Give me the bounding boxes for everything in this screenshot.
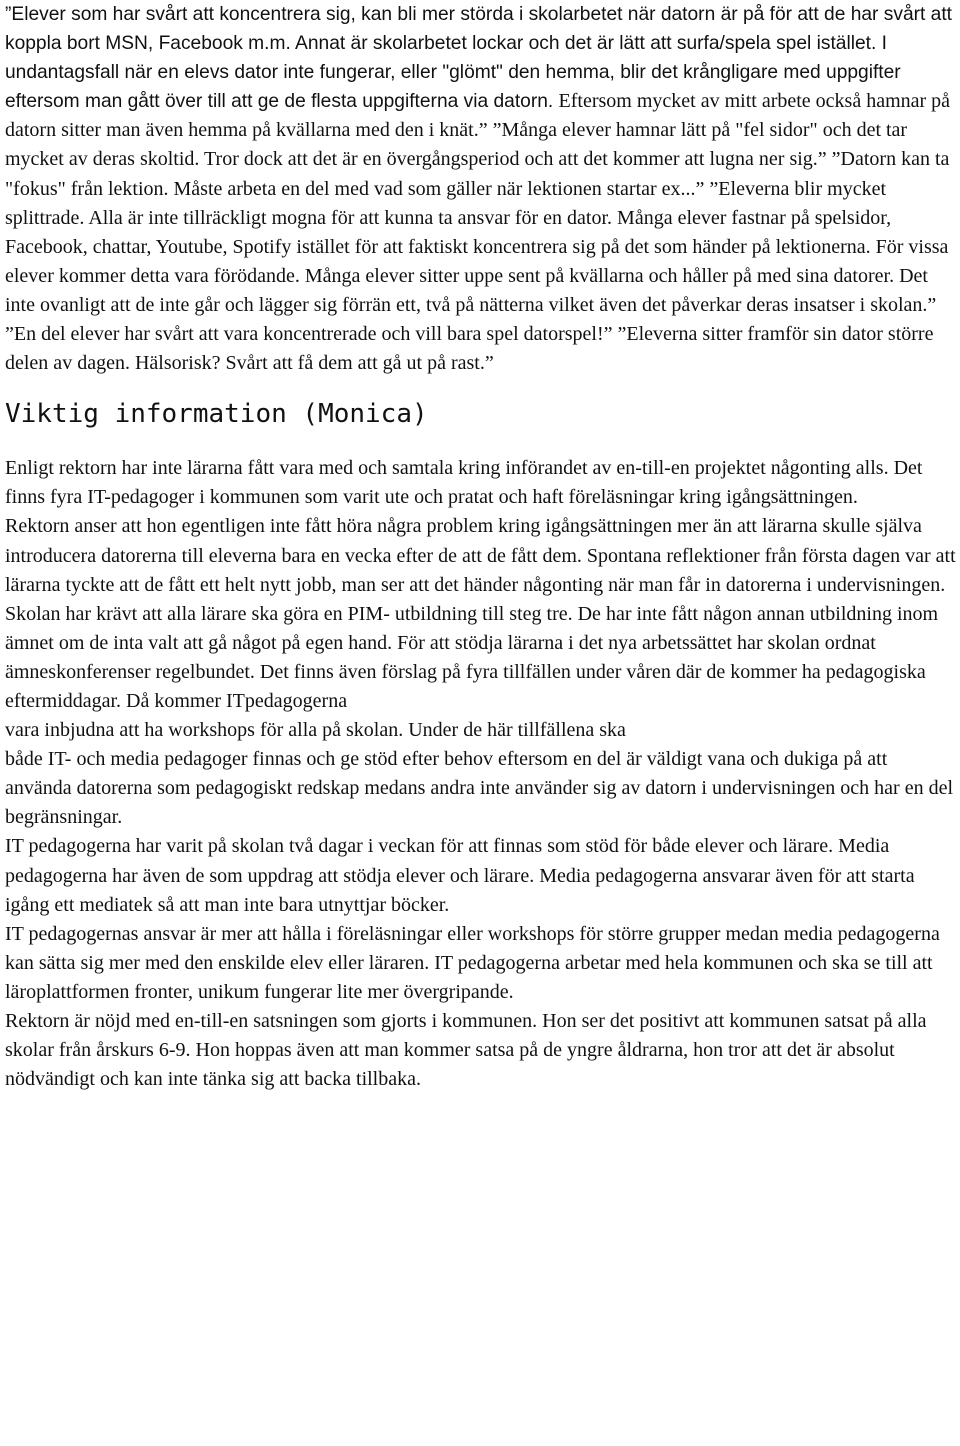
paragraph: Rektorn anser att hon egentligen inte fått höra några problem kring igångsättningen mer än att lärarna skulle själva introducera datorerna till eleverna bara en vecka efter de att de fått dem. Spontana reflektioner från första dagen var att lärarna tyckte att de fått ett helt nytt jobb, man ser att det händer någonting när man får in datorerna i undervisningen. bbox=[5, 515, 956, 596]
quote-text-5: Tror dock att det är en övergångsperiod och att det kommer att lugna ner sig.” bbox=[204, 148, 832, 171]
quote-text-10: ”En del elever har svårt att vara koncentrerade och vill bara spel datorspel!” bbox=[5, 323, 618, 346]
paragraph: IT pedagogernas ansvar är mer att hålla i föreläsningar eller workshops för större grupper medan media pedagogerna kan sätta sig mer med den enskilde elev eller läraren. IT pedagogerna arbetar med hela kommunen och ska se till att läroplattformen fronter, unikum fungerar lite mer övergripande. bbox=[5, 922, 940, 1003]
paragraph: IT pedagogerna har varit på skolan två dagar i veckan för att finnas som stöd för både elever och lärare. Media pedagogerna har även de som uppdrag att stödja elever och lärare. Media pedagogerna ansvarar även för att starta igång ett mediatek så att man inte bara utnyttjar böcker. bbox=[5, 835, 915, 916]
section-heading: Viktig information (Monica) bbox=[5, 399, 428, 430]
quote-text-11: ”Eleverna sitter framför sin dator större delen av dagen. Hälsorisk? Svårt att få dem att gå ut på rast.” bbox=[5, 323, 934, 375]
paragraph: Enligt rektorn har inte lärarna fått vara med och samtala kring införandet av en-till-en projektet någonting alls. Det finns fyra IT-pedagoger i kommunen som varit ute och pratat och haft föreläsningar kring igångsättningen. bbox=[5, 457, 923, 509]
quote-text-6: ”Datorn kan ta "fokus" från lektion. bbox=[5, 148, 950, 200]
quote-text-1: ”Elever som har svårt att koncentrera sig, kan bli mer störda i skolarbetet när datorn är på för att de har svårt att koppla bort MSN, Facebook m.m. Annat är skolarbetet lockar och det är lätt att surfa/spela spel istället. bbox=[5, 4, 953, 55]
quote-section bbox=[5, 0, 957, 378]
quote-text-9: Alla är inte tillräckligt mogna för att kunna ta ansvar för en dator. Många elever fastnar på spelsidor, Facebook, chattar, Youtube, Spotify istället för att faktiskt koncentrera sig på det som händer på lektionerna. För vissa elever kommer detta vara förödande. Många elever sitter uppe sent på kvällarna och håller på med sina datorer. Det inte ovanligt att de inte går och lägger sig förrän ett, två på nätterna vilket även det påverkar deras insatser i skolan.” bbox=[5, 206, 949, 316]
quote-text-3: Eftersom mycket av mitt arbete också hamnar på datorn sitter man även hemma på kvällarna med den i knät.” bbox=[5, 90, 951, 142]
quote-text-8: ”Eleverna blir mycket splittrade. bbox=[5, 177, 887, 229]
quote-text-2: I undantagsfall när en elevs dator inte fungerar, eller "glömt" den hemma, blir det krångligare med uppgifter eftersom man gått över till att ge de flesta uppgifterna via datorn. bbox=[5, 33, 901, 113]
quote-text-4: ”Många elever hamnar lätt på "fel sidor" och det tar mycket av deras skoltid. bbox=[5, 119, 908, 171]
paragraph: både IT- och media pedagoger finnas och ge stöd efter behov eftersom en del är väldigt vana och dukiga på att använda datorerna som pedagogiskt redskap medans andra inte använder sig av datorn i undervisningen och har en del begränsningar. bbox=[5, 748, 954, 829]
quote-text-7: Måste arbeta en del med vad som gäller när lektionen startar ex...” bbox=[173, 177, 710, 200]
paragraph: Skolan har krävt att alla lärare ska göra en PIM- utbildning till steg tre. De har inte fått någon annan utbildning inom ämnet om de inta valt att gå något på egen hand. För att stödja lärarna i det nya arbetssättet har skolan ordnat ämneskonferenser regelbundet. Det finns även förslag på fyra tillfällen under våren där de kommer ha pedagogiska eftermiddagar. Då kommer ITpedagogerna bbox=[5, 602, 939, 712]
paragraph: Rektorn är nöjd med en-till-en satsningen som gjorts i kommunen. Hon ser det positivt att kommunen satsat på alla skolar från årskurs 6-9. Hon hoppas även att man kommer satsa på de yngre åldrarna, hon tror att det är absolut nödvändigt och kan inte tänka sig att backa tillbaka. bbox=[5, 1010, 927, 1091]
body-section bbox=[5, 454, 957, 1094]
document bbox=[5, 0, 957, 1094]
paragraph: vara inbjudna att ha workshops för alla på skolan. Under de här tillfällena ska bbox=[5, 719, 626, 742]
